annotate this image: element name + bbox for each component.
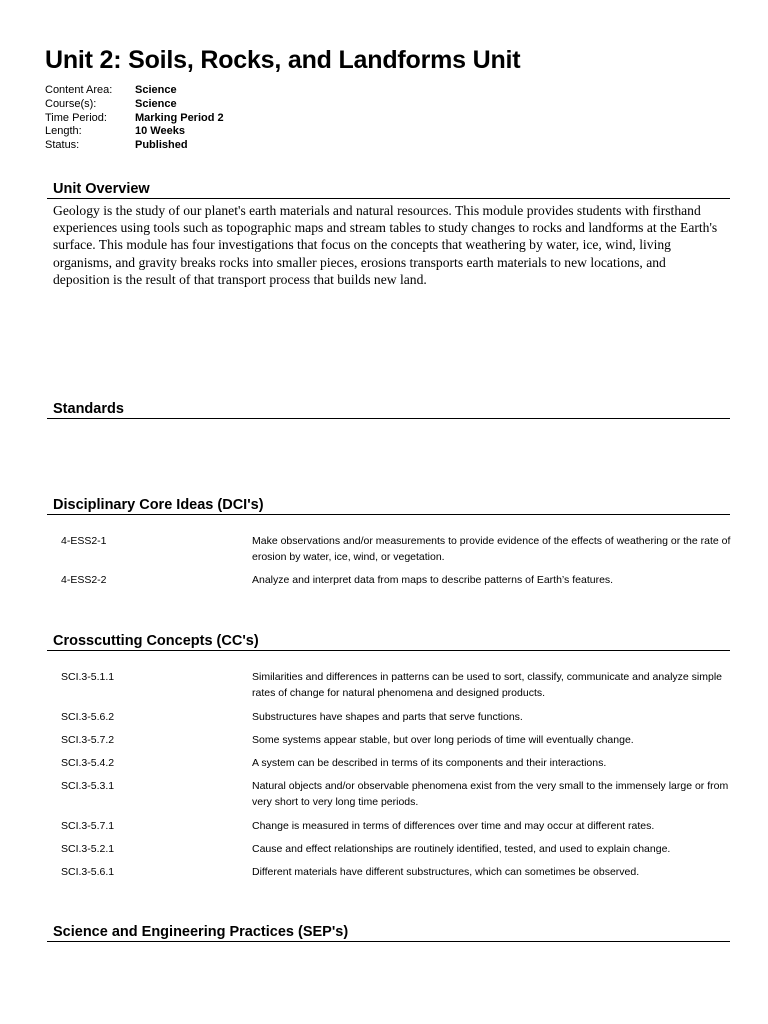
sep-heading: Science and Engineering Practices (SEP's) xyxy=(47,923,730,942)
standard-description: Similarities and differences in patterns can be used to sort, classify, communicate and analyze simple rates of change for natural phenomena and designed products. xyxy=(252,671,723,699)
meta-label: Content Area: xyxy=(45,84,113,96)
standard-description: Some systems appear stable, but over long periods of time will eventually change. xyxy=(252,734,634,746)
meta-label: Length: xyxy=(45,125,82,138)
table-row xyxy=(61,670,731,701)
meta-row xyxy=(45,98,224,112)
table-row xyxy=(61,573,731,589)
table-row xyxy=(61,865,731,881)
standard-code: SCI.3-5.6.1 xyxy=(61,866,115,878)
standard-code: SCI.3-5.6.2 xyxy=(61,711,115,723)
unit-metadata xyxy=(45,84,224,153)
standard-description: Natural objects and/or observable phenomena exist from the very small to the immensely large or from very short to very long time periods. xyxy=(252,780,729,808)
standard-description: Different materials have different substructures, which can sometimes be observed. xyxy=(252,866,640,878)
meta-row xyxy=(45,139,224,153)
meta-row xyxy=(45,84,224,98)
standard-description: Change is measured in terms of differences over time and may occur at different rates. xyxy=(252,820,655,832)
unit-overview-heading: Unit Overview xyxy=(47,180,730,199)
meta-row xyxy=(45,112,224,126)
page-title: Unit 2: Soils, Rocks, and Landforms Unit xyxy=(45,46,521,74)
meta-label: Course(s): xyxy=(45,97,97,110)
standard-description: Cause and effect relationships are routinely identified, tested, and used to explain change. xyxy=(252,843,671,855)
meta-value: Published xyxy=(135,139,188,152)
standard-code: 4-ESS2-2 xyxy=(61,574,107,586)
standard-description: Substructures have shapes and parts that serve functions. xyxy=(252,711,523,723)
meta-label: Time Period: xyxy=(45,111,107,124)
table-row xyxy=(61,819,731,835)
standard-code: SCI.3-5.2.1 xyxy=(61,843,115,855)
meta-value: Science xyxy=(135,97,177,110)
standard-code: SCI.3-5.7.1 xyxy=(61,820,115,832)
table-row xyxy=(61,534,731,565)
meta-label: Status: xyxy=(45,139,80,152)
standard-code: SCI.3-5.7.2 xyxy=(61,734,115,746)
standard-code: SCI.3-5.1.1 xyxy=(61,671,115,683)
meta-value: 10 Weeks xyxy=(135,125,185,138)
standard-description: Analyze and interpret data from maps to describe patterns of Earth’s features. xyxy=(252,574,614,586)
standards-heading: Standards xyxy=(47,400,730,419)
cc-heading: Crosscutting Concepts (CC's) xyxy=(47,632,730,651)
meta-value: Marking Period 2 xyxy=(135,111,224,124)
unit-overview-text: Geology is the study of our planet's earth materials and natural resources. This module provides students with firsthand experiences using tools such as topographic maps and stream tables to study changes to rocks and landforms at the Earth's surface. This module has four investigations that focus on the concepts that weathering by water, ice, wind, living organisms, and gravity breaks rocks into smaller pieces, erosions transports earth materials to new locations, and deposition is the result of that transport process that builds new land. xyxy=(53,203,718,287)
dci-heading: Disciplinary Core Ideas (DCI's) xyxy=(47,496,730,515)
standard-description: Make observations and/or measurements to provide evidence of the effects of weathering or the rate of erosion by water, ice, wind, or vegetation. xyxy=(252,535,731,563)
table-row xyxy=(61,756,731,772)
table-row xyxy=(61,779,731,810)
table-row xyxy=(61,710,731,726)
meta-value: Science xyxy=(135,84,177,96)
standard-code: SCI.3-5.4.2 xyxy=(61,757,115,769)
standard-code: 4-ESS2-1 xyxy=(61,535,107,547)
standard-description: A system can be described in terms of its components and their interactions. xyxy=(252,757,607,769)
table-row xyxy=(61,842,731,858)
standard-code: SCI.3-5.3.1 xyxy=(61,780,115,792)
meta-row xyxy=(45,125,224,139)
table-row xyxy=(61,733,731,749)
